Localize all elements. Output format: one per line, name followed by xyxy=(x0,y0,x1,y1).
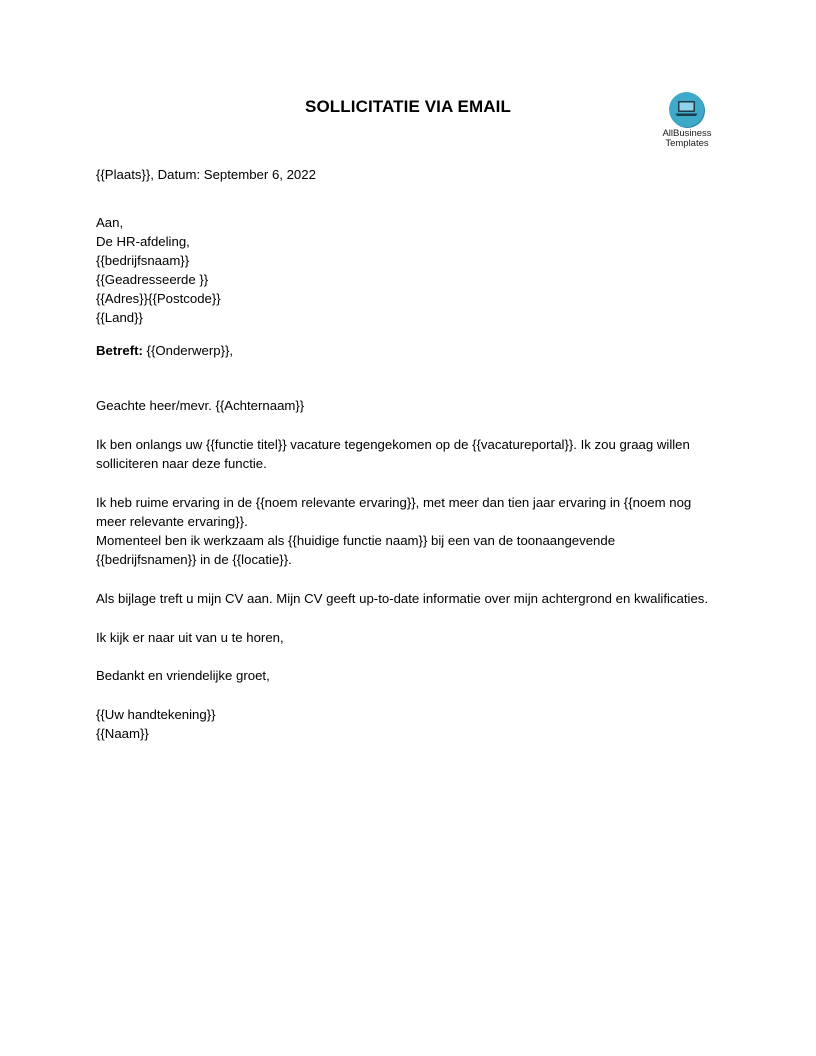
closing-text: Bedankt en vriendelijke groet, xyxy=(96,668,270,683)
paragraph-line: Ik kijk er naar uit van u te horen, xyxy=(96,630,284,645)
paragraph-3 xyxy=(96,589,736,608)
paragraph-line: Als bijlage treft u mijn CV aan. Mijn CV geeft up-to-date informatie over mijn achtergrond en kwalificaties. xyxy=(96,591,709,606)
subject-line xyxy=(96,341,736,360)
paragraph-line: meer relevante ervaring}}. xyxy=(96,514,248,529)
address-line: {{Adres}}{{Postcode}} xyxy=(96,291,221,306)
paragraph-line: solliciteren naar deze functie. xyxy=(96,456,267,471)
address-line: De HR-afdeling, xyxy=(96,234,190,249)
paragraph-line: {{bedrijfsnamen}} in de {{locatie}}. xyxy=(96,552,292,567)
date-line xyxy=(96,165,736,184)
document-title: SOLLICITATIE VIA EMAIL xyxy=(305,97,511,116)
paragraph-1 xyxy=(96,435,736,473)
laptop-icon xyxy=(675,100,698,118)
paragraph-line: Momenteel ben ik werkzaam als {{huidige functie naam}} bij een van de toonaangevende xyxy=(96,533,616,548)
closing xyxy=(96,666,736,685)
address-line: Aan, xyxy=(96,215,124,230)
paragraph-line: Ik ben onlangs uw {{functie titel}} vacature tegengekomen op de {{vacatureportal}}. Ik zou graag willen xyxy=(96,437,690,452)
logo-text-line2: Templates xyxy=(665,138,709,149)
address-line: {{bedrijfsnaam}} xyxy=(96,253,190,268)
logo-text xyxy=(655,129,719,149)
logo-text-line1: AllBusiness xyxy=(662,128,712,139)
allbusiness-templates-logo xyxy=(655,92,719,152)
subject-value: {{Onderwerp}}, xyxy=(142,343,234,358)
address-line: {{Geadresseerde }} xyxy=(96,272,209,287)
name-line: {{Naam}} xyxy=(96,726,149,741)
date-line-text: {{Plaats}}, Datum: September 6, 2022 xyxy=(96,167,316,182)
salutation xyxy=(96,396,736,415)
address-line: {{Land}} xyxy=(96,310,143,325)
salutation-text: Geachte heer/mevr. {{Achternaam}} xyxy=(96,398,305,413)
logo-circle xyxy=(669,92,704,127)
paragraph-2 xyxy=(96,493,736,569)
recipient-address xyxy=(96,213,736,327)
paragraph-line: Ik heb ruime ervaring in de {{noem relevante ervaring}}, met meer dan tien jaar ervaring in {{noem nog xyxy=(96,495,692,510)
subject-label: Betreft: xyxy=(96,343,143,358)
signature-line: {{Uw handtekening}} xyxy=(96,707,216,722)
paragraph-4 xyxy=(96,628,736,647)
subject-line-text xyxy=(96,341,736,360)
signature-block xyxy=(96,705,736,743)
